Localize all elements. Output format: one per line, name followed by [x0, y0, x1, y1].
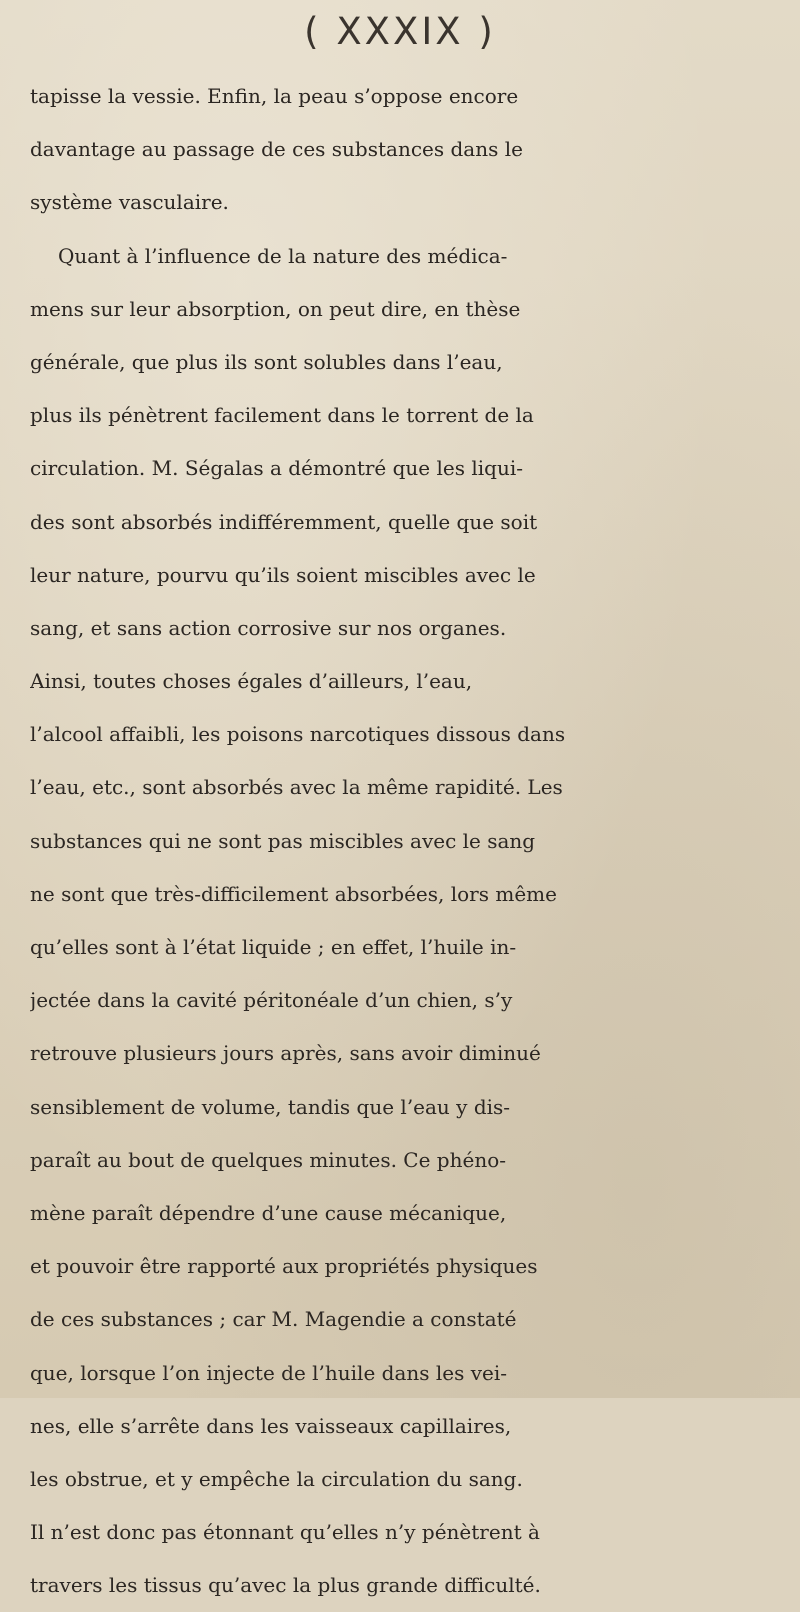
text-line: mens sur leur absorption, on peut dire, en thèse: [30, 296, 521, 321]
text-line: et pouvoir être rapporté aux propriétés physiques: [30, 1254, 538, 1279]
text-line: mène paraît dépendre d’une cause mécanique,: [30, 1200, 507, 1225]
text-line: de ces substances ; car M. Magendie a constaté: [30, 1307, 517, 1332]
text-line: davantage au passage de ces substances dans le: [30, 137, 523, 162]
text-line: l’eau, etc., sont absorbés avec la même rapidité. Les: [30, 775, 563, 800]
text-line: des sont absorbés indifféremment, quelle que soit: [30, 509, 538, 534]
text-line: Ainsi, toutes choses égales d’ailleurs, l’eau,: [30, 669, 473, 694]
text-line: que, lorsque l’on injecte de l’huile dans les vei-: [30, 1360, 508, 1385]
text-line: tapisse la vessie. Enfin, la peau s’oppose encore: [30, 84, 519, 108]
text-line: l’alcool affaibli, les poisons narcotiques dissous dans: [30, 722, 566, 747]
text-line: travers les tissus qu’avec la plus grande difficulté.: [30, 1573, 541, 1598]
text-line: plus ils pénètrent facilement dans le torrent de la: [30, 403, 534, 428]
paragraph-start-line: Quant à l’influence de la nature des médica-: [58, 243, 508, 268]
text-line: générale, que plus ils sont solubles dans l’eau,: [30, 349, 503, 374]
text-line: les obstrue, et y empêche la circulation du sang.: [30, 1466, 523, 1491]
text-line: leur nature, pourvu qu’ils soient miscibles avec le: [30, 562, 536, 587]
page-number: ( XXXIX ): [304, 10, 496, 53]
text-line: qu’elles sont à l’état liquide ; en effet, l’huile in-: [30, 935, 517, 959]
text-line: nes, elle s’arrête dans les vaisseaux capillaires,: [30, 1413, 512, 1438]
text-line: substances qui ne sont pas miscibles avec le sang: [30, 828, 536, 853]
text-line: jectée dans la cavité péritonéale d’un chien, s’y: [30, 988, 513, 1013]
text-line: retrouve plusieurs jours après, sans avoir diminué: [30, 1041, 541, 1066]
text-line: Il n’est donc pas étonnant qu’elles n’y pénètrent à: [30, 1520, 540, 1545]
text-line: circulation. M. Ségalas a démontré que les liqui-: [30, 456, 523, 481]
text-line: ne sont que très-difficilement absorbées, lors même: [30, 881, 557, 906]
text-line: sang, et sans action corrosive sur nos organes.: [30, 615, 507, 640]
body-text: [30, 70, 800, 1612]
text-line: système vasculaire.: [30, 190, 229, 215]
text-line: sensiblement de volume, tandis que l’eau y dis-: [30, 1094, 511, 1119]
text-line: paraît au bout de quelques minutes. Ce phéno-: [30, 1147, 507, 1172]
